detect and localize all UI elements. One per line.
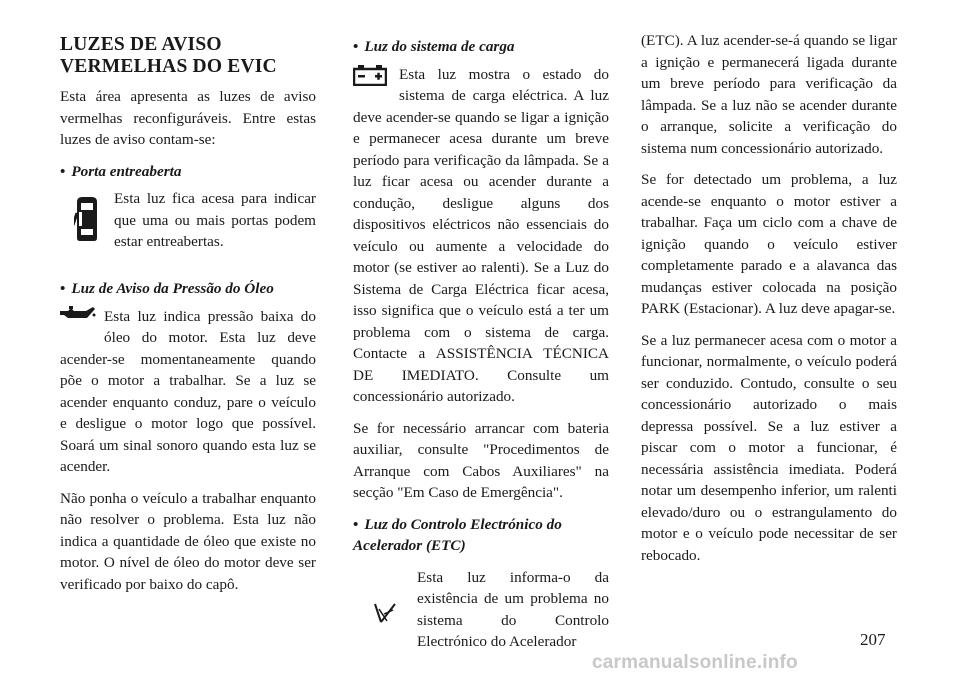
etc-paragraph-3: Se a luz permanecer acesa com o motor a funcionar, normalmente, o veículo poderá ser conduzido. Contudo, consulte o seu concessionário autorizado o mais depressa possível. Se a luz estiver a piscar com o motor a funcionar, é necessária assistência imediata. Poderá notar um desempenho inferior, um ralenti elevado/duro ou o estrangulamento do motor e o veículo pode necessitar de ser rebocado. [641,331,897,564]
charging-system-item: Esta luz mostra o estado do sistema de carga eléctrica. A luz deve acender-se quando se ligar a ignição e permanecer acesa durante um breve período para verificação da lâmpada. Se a luz ficar acesa ou acender durante a condução, desligue alguns dos dispositivos eléctricos não essenciais do veículo ou aumente a velocidade do motor (se estiver ao ralenti). Se a Luz do Sistema de Carga Eléctrica ficar acesa, isso significa que o veículo está a ter um problema com o sistema de carga. Contacte a ASSISTÊNCIA TÉCNICA DE IMEDIATO. Consulte um concessionário autorizado. [353,65,609,405]
column-right [641,30,897,576]
oil-paragraph-2: Não ponha o veículo a trabalhar enquanto não resolver o problema. Esta luz não indica a quantidade de óleo que existe no motor. O nível de óleo do motor deve ser verificado por baixo do capô. [60,489,316,593]
etc-paragraph-2: Se for detectado um problema, a luz acende-se enquanto o motor estiver a trabalhar. Faça um ciclo com a chave de ignição quando o veículo estiver completamente parado e a alavanca das mudanças estiver colocada na posição PARK (Estacionar). A luz deve apagar-se. [641,171,897,317]
heading-line-1: LUZES DE AVISO [60,34,222,55]
oil-can-icon [60,306,104,328]
section-heading [60,34,316,78]
column-left [60,30,316,605]
door-ajar-item: Esta luz fica acesa para indicar que uma ou mais portas podem estar entreabertas. [60,188,316,268]
oil-pressure-title: • Luz de Aviso da Pressão do Óleo [60,280,274,297]
column-middle [353,30,609,663]
heading-line-2: VERMELHAS DO EVIC [60,56,277,77]
etc-paragraph-1: (ETC). A luz acender-se-á quando se ligar a ignição e permanecerá ligada durante um breve período para verificação da lâmpada. Se a luz não se acender durante o arranque, solicite a verificação do sistema num concessionário autorizado. [641,32,897,157]
watermark: carmanualsonline.info [592,652,798,673]
auxiliary-start-paragraph: Se for necessário arrancar com bateria auxiliar, consulte "Procedimentos de Arranque com Cabos Auxiliares" na secção "Em Caso de Emergência". [353,419,609,501]
door-ajar-icon [60,188,114,268]
charging-system-title: • Luz do sistema de carga [353,38,515,55]
intro-paragraph: Esta área apresenta as luzes de aviso vermelhas reconfiguráveis. Entre estas luzes de aviso contam-se: [60,88,316,148]
page-number: 207 [860,630,886,649]
battery-icon [353,64,399,104]
door-ajar-title: • Porta entreaberta [60,162,182,180]
etc-item: Esta luz informa-o da existência de um problema no sistema do Controlo Electrónico do Acelerador [353,567,609,653]
throttle-icon [353,567,417,657]
oil-pressure-item: Esta luz indica pressão baixa do óleo do motor. Esta luz deve acender-se momentaneamente quando põe o motor a trabalhar. Se a luz se acender enquanto conduz, pare o veículo e desligue o motor logo que possível. Soará um sinal sonoro quando esta luz se acender. [60,307,316,475]
etc-title: • Luz do Controlo Electrónico do Acelerador (ETC) [353,515,562,554]
